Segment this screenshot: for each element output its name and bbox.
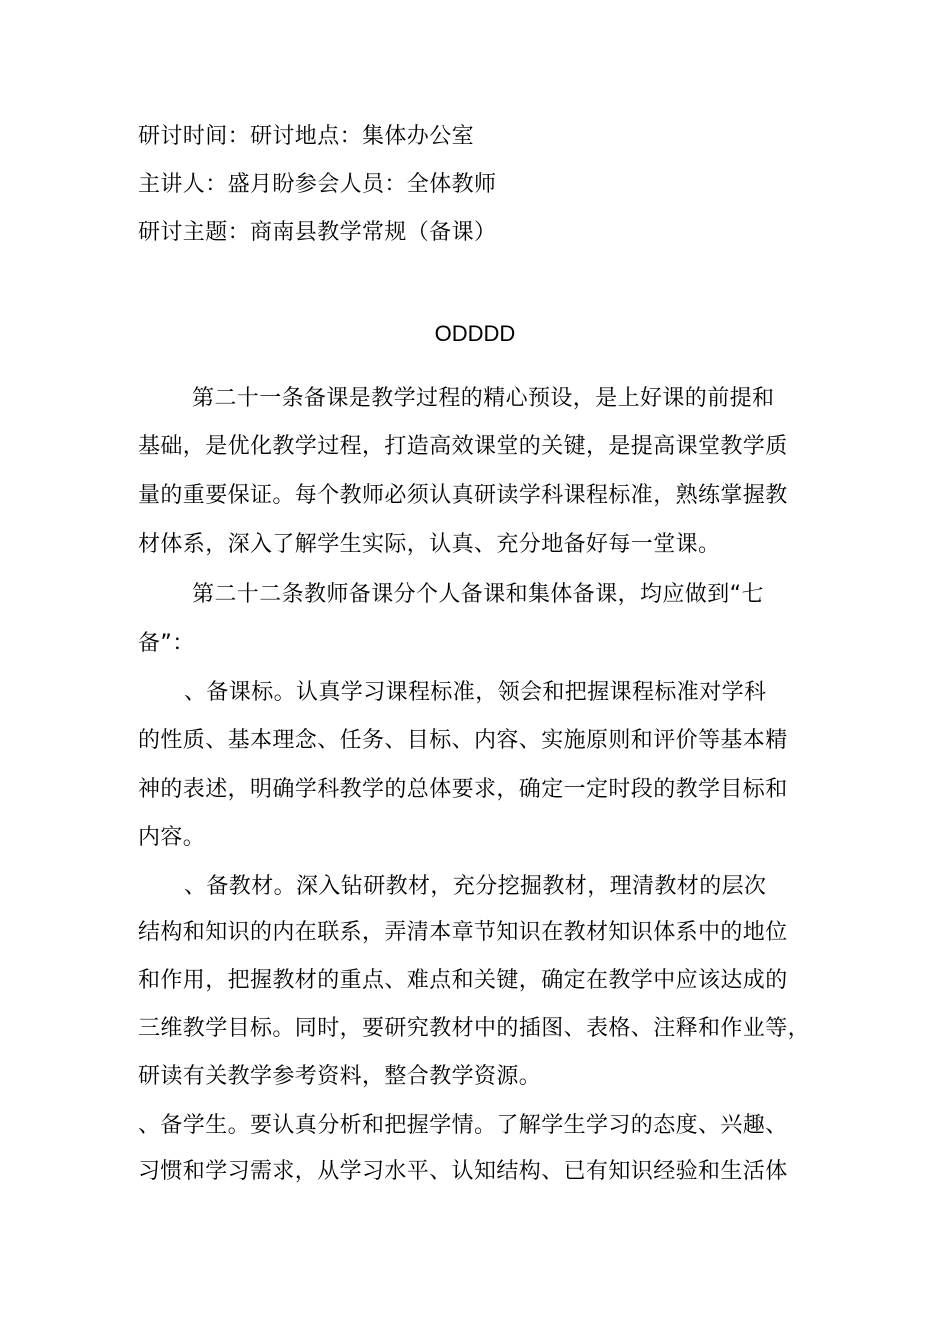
item3-line: 、备学生。要认真分析和把握学情。了解学生学习的态度、兴趣、 bbox=[138, 1113, 788, 1138]
section-title: ODDDD bbox=[434, 321, 516, 346]
item2-line: 结构和知识的内在联系，弄清本章节知识在教材知识体系中的地位 bbox=[138, 920, 788, 945]
item1-line: 的性质、基本理念、任务、目标、内容、实施原则和评价等基本精 bbox=[138, 728, 788, 753]
meeting-time-location: 研讨时间：研讨地点：集体办公室 bbox=[138, 124, 475, 149]
item2-line: 和作用，把握教材的重点、难点和关键，确定在教学中应该达成的 bbox=[138, 968, 788, 993]
speaker-participants: 主讲人：盛月盼参会人员：全体教师 bbox=[138, 172, 497, 197]
article21-line: 材体系，深入了解学生实际，认真、充分地备好每一堂课。 bbox=[138, 532, 721, 557]
item2-line: 、备教材。深入钻研教材，充分挖掘教材，理清教材的层次 bbox=[184, 874, 767, 899]
article22-line: 第二十二条教师备课分个人备课和集体备课，均应做到“七 bbox=[192, 582, 764, 607]
item1-line: 内容。 bbox=[138, 825, 206, 850]
item1-line: 、备课标。认真学习课程标准，领会和把握课程标准对学科 bbox=[184, 680, 767, 705]
article21-line: 第二十一条备课是教学过程的精心预设，是上好课的前提和 bbox=[192, 386, 775, 411]
article21-line: 量的重要保证。每个教师必须认真研读学科课程标准，熟练掌握教 bbox=[138, 483, 788, 508]
article22-line: 备”： bbox=[138, 631, 195, 656]
item2-line: 研读有关教学参考资料，整合教学资源。 bbox=[138, 1064, 542, 1089]
item3-line: 习惯和学习需求，从学习水平、认知结构、已有知识经验和生活体 bbox=[138, 1159, 788, 1184]
meeting-topic: 研讨主题：商南县教学常规（备课） bbox=[138, 220, 497, 245]
item1-line: 神的表述，明确学科教学的总体要求，确定一定时段的教学目标和 bbox=[138, 777, 788, 802]
article21-line: 基础，是优化教学过程，打造高效课堂的关键，是提高课堂教学质 bbox=[138, 434, 788, 459]
item2-line: 三维教学目标。同时，要研究教材中的插图、表格、注释和作业等， bbox=[138, 1016, 811, 1041]
